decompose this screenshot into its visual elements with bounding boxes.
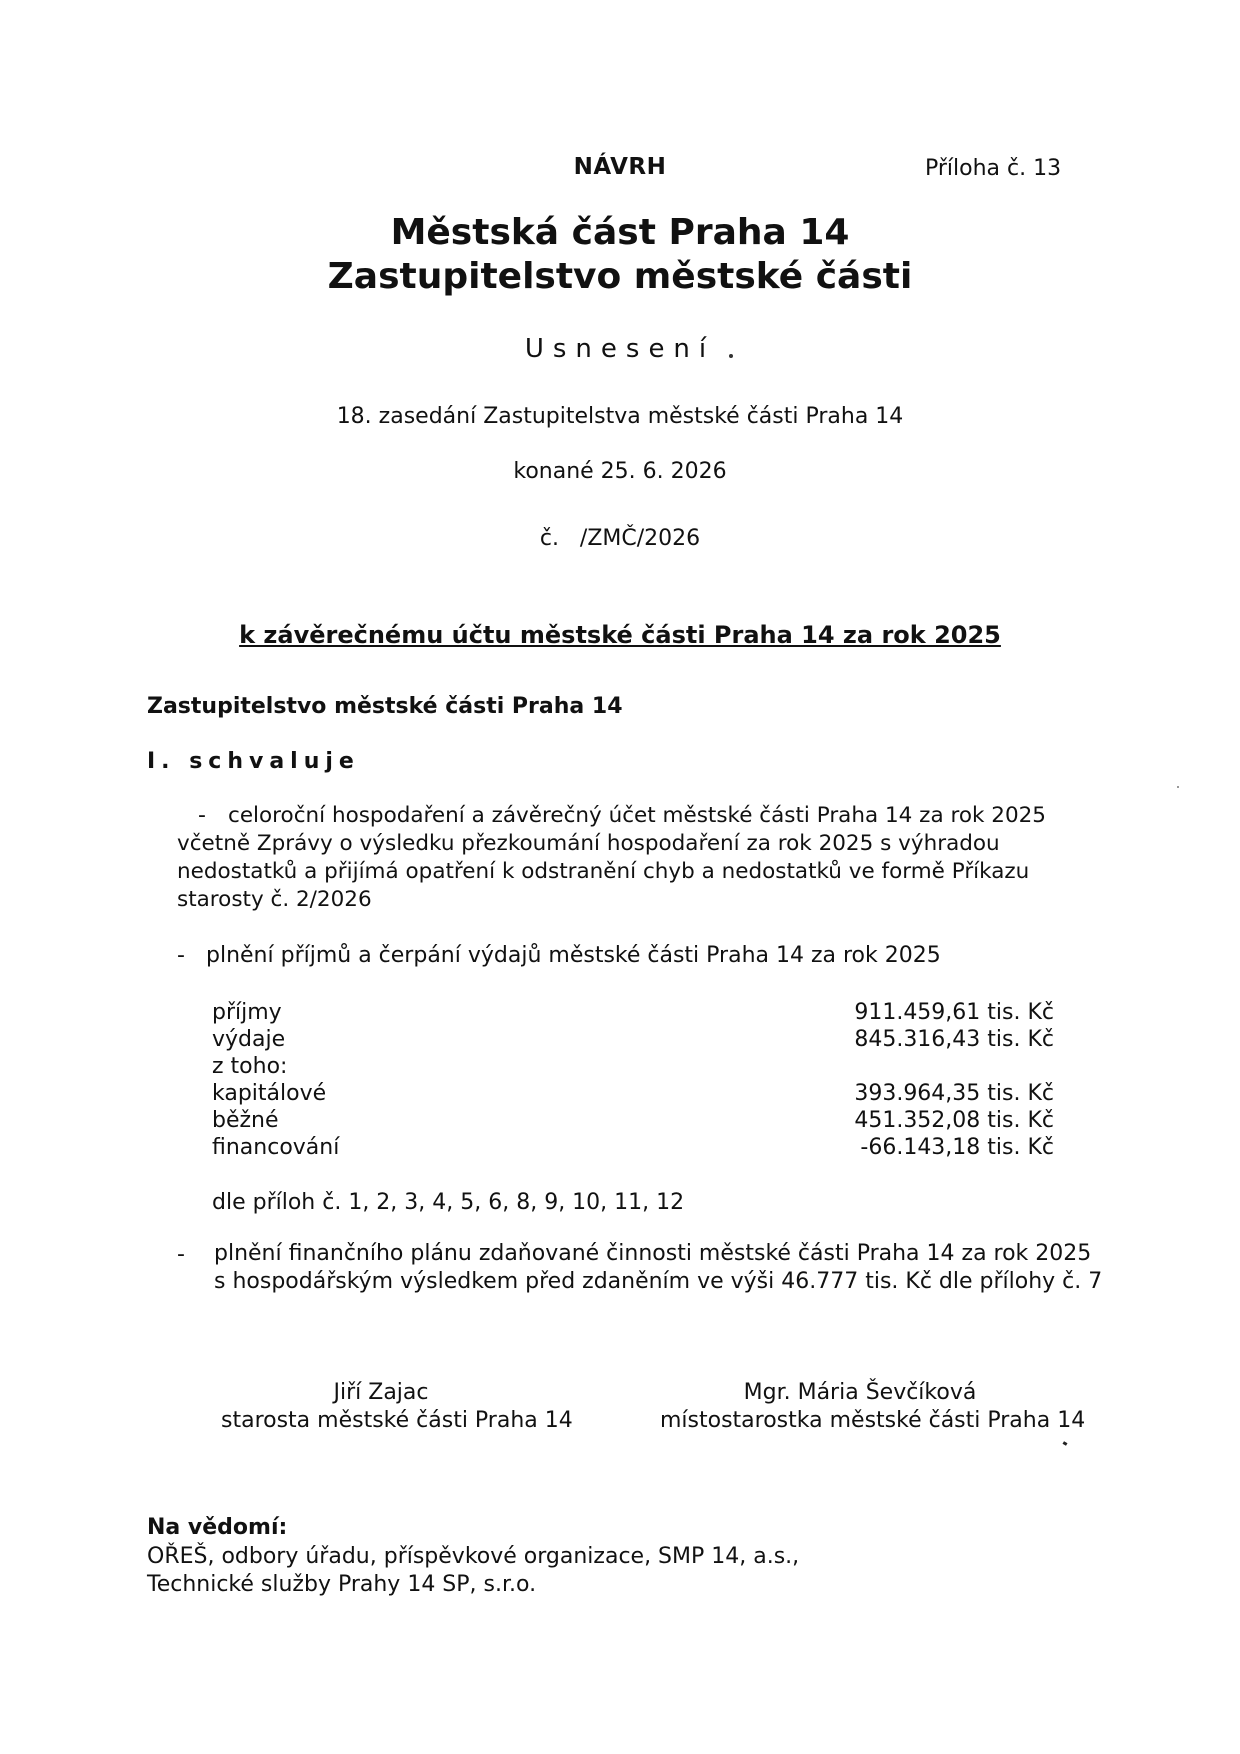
- draft-label: NÁVRH: [573, 154, 667, 180]
- bullet-3-line-1: plnění finančního plánu zdaňované činnosti městské části Praha 14 za rok 2025: [214, 1241, 1092, 1266]
- cc-line-1: OŘEŠ, odbory úřadu, příspěvkové organizace, SMP 14, a.s.,: [147, 1544, 800, 1569]
- bullet-dash: -: [177, 1242, 185, 1267]
- bullet-2-text: plnění příjmů a čerpání výdajů městské části Praha 14 za rok 2025: [206, 943, 941, 968]
- table-row-label: z toho:: [212, 1054, 288, 1079]
- document-type: Usnesení: [524, 334, 716, 364]
- signatory-2-name: Mgr. Mária Ševčíková: [743, 1380, 977, 1405]
- signatory-2-role: místostarostka městské části Praha 14: [660, 1408, 1086, 1433]
- council-title: Zastupitelstvo městské části: [327, 256, 913, 297]
- resolution-subject: k závěrečnému účtu městské části Praha 14 za rok 2025: [239, 621, 1001, 649]
- table-row-value: 393.964,35 tis. Kč: [854, 1081, 1054, 1106]
- bullet-dash: -: [198, 803, 206, 828]
- table-row-label: běžné: [212, 1108, 279, 1133]
- bullet-dash: -: [177, 943, 185, 968]
- session-line: 18. zasedání Zastupitelstva městské části Praha 14: [336, 404, 904, 429]
- table-row-label: financování: [212, 1135, 340, 1160]
- council-heading: Zastupitelstvo městské části Praha 14: [147, 694, 623, 719]
- table-row-value: 911.459,61 tis. Kč: [854, 1000, 1054, 1025]
- table-row-value: -66.143,18 tis. Kč: [860, 1135, 1054, 1160]
- session-date: konané 25. 6. 2026: [513, 459, 727, 484]
- cc-line-2: Technické služby Prahy 14 SP, s.r.o.: [147, 1572, 537, 1597]
- section-approves: I. schvaluje: [147, 749, 360, 774]
- attachment-label: Příloha č. 13: [925, 156, 1062, 181]
- table-row-label: výdaje: [212, 1027, 286, 1052]
- table-row-value: 845.316,43 tis. Kč: [854, 1027, 1054, 1052]
- table-row-label: kapitálové: [212, 1081, 327, 1106]
- scan-speck: [1063, 1441, 1068, 1446]
- signatory-1-role: starosta městské části Praha 14: [221, 1408, 573, 1433]
- attachments-note: dle příloh č. 1, 2, 3, 4, 5, 6, 8, 9, 10, 11, 12: [212, 1190, 685, 1215]
- bullet-3-line-2: s hospodářským výsledkem před zdaněním ve výši 46.777 tis. Kč dle přílohy č. 7: [214, 1269, 1103, 1294]
- resolution-number: č. /ZMČ/2026: [539, 526, 701, 551]
- cc-heading: Na vědomí:: [147, 1515, 288, 1540]
- dot-mark: [729, 354, 733, 358]
- municipality-title: Městská část Praha 14: [390, 212, 850, 253]
- table-row-label: příjmy: [212, 1000, 282, 1025]
- bullet-1-text: celoroční hospodaření a závěrečný účet městské části Praha 14 za rok 2025 včetně Zprávy o výsledku přezkoumání hospodaření za rok 2025 s výhradou nedostatků a přijímá opatření k odstranění chyb a nedostatků ve formě Příkazu starosty č. 2/2026: [177, 803, 1046, 912]
- signatory-1-name: Jiří Zajac: [333, 1380, 429, 1405]
- table-row-value: 451.352,08 tis. Kč: [854, 1108, 1054, 1133]
- scan-speck: [1177, 786, 1179, 788]
